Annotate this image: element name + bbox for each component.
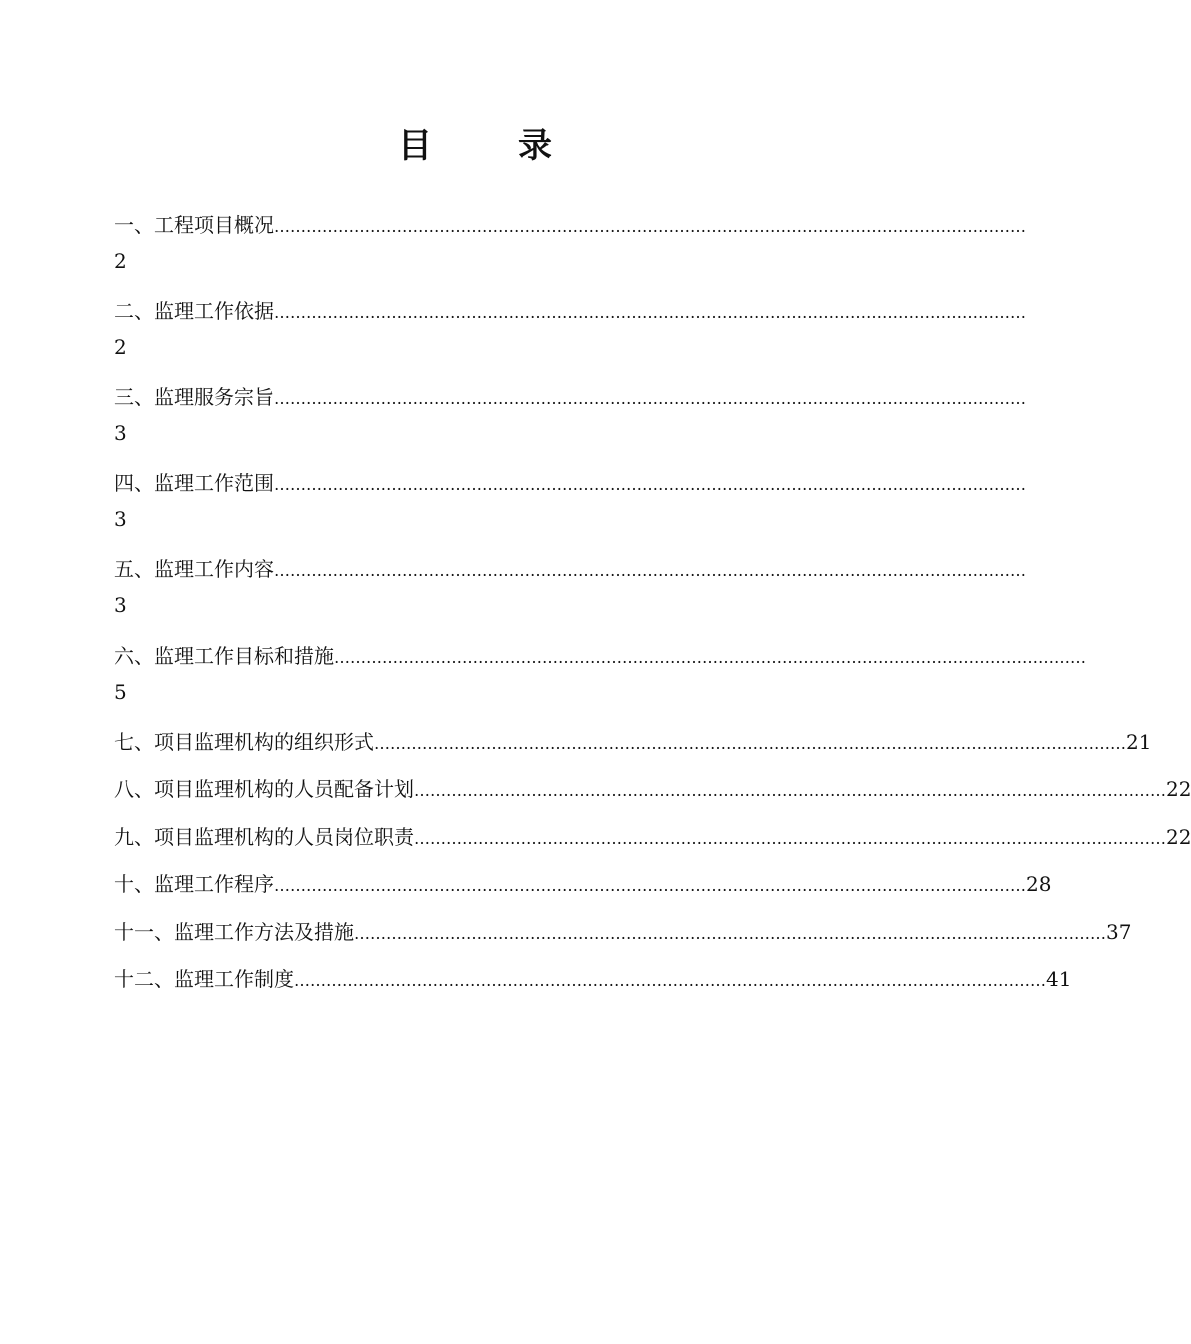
toc-entry-label: 二、监理工作依据: [114, 299, 274, 323]
toc-entry-label: 一、工程项目概况: [114, 213, 274, 237]
toc-entry-page: 3: [114, 507, 127, 531]
toc-entry-10[interactable]: [114, 871, 1052, 899]
toc-leader: ……………………………………………………………………………………………………………………………: [274, 475, 1026, 494]
toc-entry-page: 2: [114, 249, 127, 273]
toc-entry-page: 3: [114, 421, 127, 445]
toc-leader: ……………………………………………………………………………………………………………………………: [354, 924, 1106, 943]
title-char-1: 目: [398, 126, 432, 166]
toc-leader: ……………………………………………………………………………………………………………………………: [274, 217, 1026, 236]
toc-leader: ……………………………………………………………………………………………………………………………: [414, 829, 1166, 848]
toc-entry-3[interactable]: [114, 384, 1026, 446]
toc-entry-12[interactable]: [114, 966, 1072, 994]
toc-leader: ……………………………………………………………………………………………………………………………: [274, 389, 1026, 408]
toc-entry-page: 5: [114, 680, 127, 704]
toc-entry-page: 37: [1106, 920, 1132, 944]
toc-leader: ……………………………………………………………………………………………………………………………: [334, 648, 1086, 667]
title-char-2: 录: [518, 126, 552, 166]
toc-entry-label: 三、监理服务宗旨: [114, 385, 274, 409]
toc-entry-page: 2: [114, 335, 127, 359]
toc-entry-label: 十、监理工作程序: [114, 872, 274, 896]
toc-entry-label: 九、项目监理机构的人员岗位职责: [114, 825, 414, 849]
toc-entry-page: 22: [1166, 825, 1191, 849]
toc-entry-page: 22: [1166, 777, 1191, 801]
toc-leader: ……………………………………………………………………………………………………………………………: [294, 971, 1046, 990]
toc-entry-6[interactable]: [114, 643, 1086, 705]
toc-leader: ……………………………………………………………………………………………………………………………: [374, 734, 1126, 753]
toc-entry-label: 十一、监理工作方法及措施: [114, 920, 354, 944]
toc-entry-5[interactable]: [114, 556, 1026, 618]
toc-entry-page: 21: [1126, 730, 1152, 754]
toc-entry-page: 3: [114, 593, 127, 617]
toc-entry-2[interactable]: [114, 298, 1026, 360]
toc-entry-label: 五、监理工作内容: [114, 557, 274, 581]
toc-entry-label: 七、项目监理机构的组织形式: [114, 730, 374, 754]
toc-leader: ……………………………………………………………………………………………………………………………: [414, 781, 1166, 800]
toc-entry-label: 八、项目监理机构的人员配备计划: [114, 777, 414, 801]
toc-entry-7[interactable]: [114, 729, 1152, 757]
toc-leader: ……………………………………………………………………………………………………………………………: [274, 561, 1026, 580]
page-title: [0, 118, 950, 167]
toc-entry-9[interactable]: [114, 824, 1191, 852]
toc-entry-page: 41: [1046, 967, 1072, 991]
toc-entry-4[interactable]: [114, 470, 1026, 532]
toc-entry-label: 六、监理工作目标和措施: [114, 644, 334, 668]
toc-entry-page: 28: [1026, 872, 1052, 896]
toc-leader: ……………………………………………………………………………………………………………………………: [274, 876, 1026, 895]
toc-entry-label: 十二、监理工作制度: [114, 967, 294, 991]
toc-entry-8[interactable]: [114, 776, 1191, 804]
toc-entry-label: 四、监理工作范围: [114, 471, 274, 495]
toc-entry-1[interactable]: [114, 212, 1026, 274]
toc-leader: ……………………………………………………………………………………………………………………………: [274, 303, 1026, 322]
toc-entry-11[interactable]: [114, 919, 1132, 947]
